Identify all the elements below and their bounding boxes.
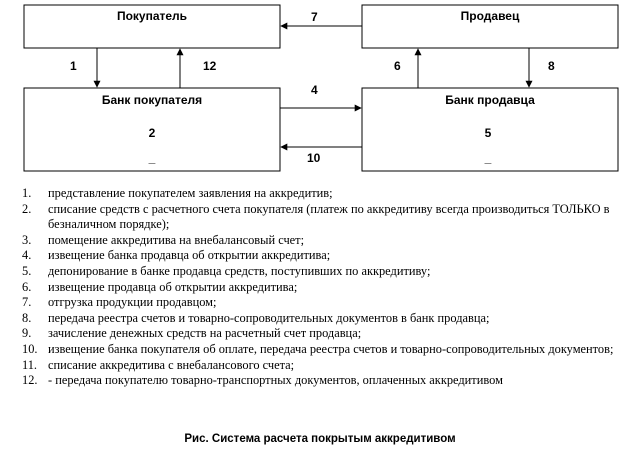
step-text: списание аккредитива с внебалансового счета; <box>48 357 295 372</box>
list-item <box>22 326 632 342</box>
step-number: 5. <box>22 263 32 278</box>
seller-bank-label: Банк продавца <box>445 93 535 107</box>
list-item <box>22 186 632 202</box>
step-number: 1. <box>22 186 32 200</box>
step-number: 12. <box>22 373 38 388</box>
list-item <box>22 295 632 311</box>
step-number: 6. <box>22 279 32 294</box>
step-number: 10. <box>22 341 38 356</box>
arrow-12-label: 12 <box>203 59 217 73</box>
list-item <box>22 248 632 264</box>
arrow-7-label: 7 <box>311 10 318 24</box>
step-text: отгрузка продукции продавцом; <box>48 295 217 310</box>
step-text: зачисление денежных средств на расчетный счет продавца; <box>48 326 362 341</box>
seller-label: Продавец <box>460 9 520 23</box>
steps-list <box>22 186 632 389</box>
step-number: 3. <box>22 232 32 247</box>
list-item <box>22 342 632 358</box>
buyer-bank-label: Банк покупателя <box>101 93 203 107</box>
step-text: извещение продавца об открытии аккредитива; <box>48 279 298 294</box>
seller-bank-mark: _ <box>484 151 492 165</box>
step-text: - передача покупателю товарно-транспортных документов, оплаченных аккредитивом <box>48 373 503 388</box>
step-number: 7. <box>22 295 32 310</box>
figure-caption: Рис. Система расчета покрытым аккредитивом <box>184 433 456 445</box>
step-text: извещение банка покупателя об оплате, передача реестра счетов и товарно-сопроводительных документов; <box>48 341 614 356</box>
step-number: 2. <box>22 201 32 216</box>
buyer-label: Покупатель <box>116 9 188 23</box>
list-item <box>22 311 632 327</box>
buyer-bank-mark: _ <box>148 151 156 165</box>
arrow-10-label: 10 <box>307 151 321 165</box>
list-item <box>22 280 632 296</box>
flow-diagram <box>0 0 640 180</box>
arrow-4-label: 4 <box>311 83 318 97</box>
arrow-1-label: 1 <box>70 59 77 73</box>
step-text: представление покупателем заявления на аккредитив; <box>48 186 333 200</box>
seller-bank-number: 5 <box>484 126 492 140</box>
list-item <box>22 373 632 389</box>
step-number: 8. <box>22 310 32 325</box>
step-text: передача реестра счетов и товарно-сопроводительных документов в банк продавца; <box>48 310 490 325</box>
arrow-8-label: 8 <box>548 59 555 73</box>
list-item <box>22 202 632 233</box>
step-text: извещение банка продавца об открытии аккредитива; <box>48 248 331 263</box>
arrow-6-label: 6 <box>394 59 401 73</box>
step-number: 4. <box>22 248 32 263</box>
step-number: 11. <box>22 357 38 372</box>
list-item <box>22 358 632 374</box>
list-item <box>22 233 632 249</box>
step-text: депонирование в банке продавца средств, поступивших по аккредитиву; <box>48 263 431 278</box>
list-item <box>22 264 632 280</box>
step-number: 9. <box>22 326 32 341</box>
buyer-bank-number: 2 <box>148 126 156 140</box>
step-text: помещение аккредитива на внебалансовый счет; <box>48 232 305 247</box>
step-text: списание средств с расчетного счета покупателя (платеж по аккредитиву всегда производиться ТОЛЬКО в безналичном порядке); <box>48 201 610 232</box>
